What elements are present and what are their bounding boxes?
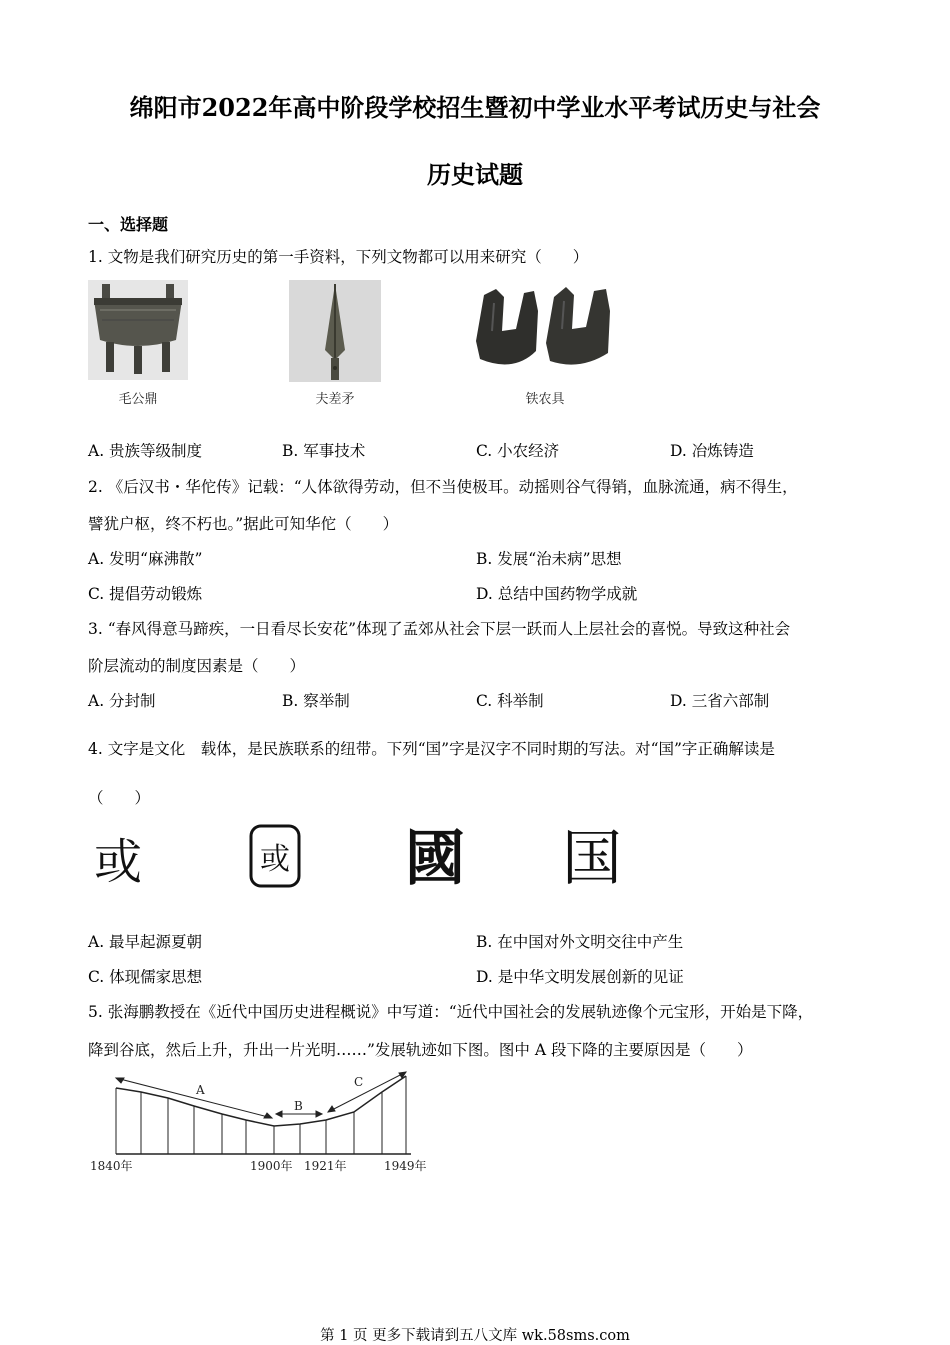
caption-fuchai-spear: 夫差矛 [315,392,355,407]
section-title: 一、选择题 [88,215,169,234]
q3-option-d[interactable]: D. 三省六部制 [670,692,770,710]
page-title: 绵阳市2022年高中阶段学校招生暨初中学业水平考试历史与社会 [129,93,821,122]
q4-option-c[interactable]: C. 体现儒家思想 [88,968,203,986]
svg-text:或: 或 [93,834,143,890]
q1-option-a[interactable]: A. 贵族等级制度 [88,442,203,460]
q1-option-b[interactable]: B. 军事技术 [282,442,366,460]
question-2-stem-line1: 2. 《后汉书・华佗传》记载：“人体欲得劳动，但不当使极耳。动摇则谷气得销，血脉流通，病不得生， [88,478,798,496]
q1-option-c[interactable]: C. 小农经济 [476,442,560,460]
guo-clerical-glyph [404,823,466,889]
page-subtitle: 历史试题 [427,160,523,189]
q2-option-a[interactable]: A. 发明“麻沸散” [88,550,203,568]
question-3-stem-line1: 3. “春风得意马蹄疾，一日看尽长安花”体现了孟郊从社会下层一跃而人上层社会的喜悦。导致这种社会 [88,620,791,638]
q4-option-d[interactable]: D. 是中华文明发展创新的见证 [476,968,684,986]
q2-option-b[interactable]: B. 发展“治未病”思想 [476,550,622,568]
q4-option-a[interactable]: A. 最早起源夏朝 [88,933,203,951]
q2-option-c[interactable]: C. 提倡劳动锻炼 [88,585,203,603]
fuchai-spear-image [289,280,381,382]
year-label-1840: 1840年 [90,1159,133,1173]
modern-china-trajectory-figure [86,1068,436,1176]
year-label-1949: 1949年 [384,1159,427,1173]
year-label-1900: 1900年 [250,1159,293,1173]
q4-option-b[interactable]: B. 在中国对外文明交往中产生 [476,933,684,951]
year-label-1921: 1921年 [304,1159,347,1173]
caption-maogong-ding: 毛公鼎 [118,392,158,407]
q3-option-c[interactable]: C. 科举制 [476,692,544,710]
svg-text:國: 國 [405,824,465,889]
segment-label-b: B [294,1099,303,1113]
segment-label-a: A [196,1083,205,1097]
q2-option-d[interactable]: D. 总结中国药物学成就 [476,585,638,603]
question-4-stem-line2: （ ） [88,789,151,807]
q1-option-d[interactable]: D. 冶炼铸造 [670,442,754,460]
svg-text:国: 国 [565,824,619,889]
question-4-stem-line1: 4. 文字是文化 载体，是民族联系的纽带。下列“国”字是汉字不同时期的写法。对“国”字正确解读是 [88,740,775,758]
segment-label-c: C [354,1075,364,1089]
guo-bronze-glyph [248,823,302,889]
guo-simplified-glyph [565,823,619,889]
page-footer: 第 1 页 更多下载请到五八文库 wk.58sms.com [320,1328,630,1344]
question-5-stem-line1: 5. 张海鹏教授在《近代中国历史进程概说》中写道：“近代中国社会的发展轨迹像个元宝形，开始是下降， [88,1003,814,1021]
maogong-ding-image [88,280,188,380]
q3-option-a[interactable]: A. 分封制 [88,692,156,710]
question-5-stem-line2: 降到谷底，然后上升，升出一片光明……”发展轨迹如下图。图中 A 段下降的主要原因是（ ） [88,1041,753,1059]
svg-text:或: 或 [260,842,290,877]
question-3-stem-line2: 阶层流动的制度因素是（ ） [88,657,306,675]
question-1-stem: 1. 文物是我们研究历史的第一手资料，下列文物都可以用来研究（ ） [88,248,589,266]
guo-oracle-glyph [92,828,144,890]
q3-option-b[interactable]: B. 察举制 [282,692,350,710]
caption-iron-farm-tools: 铁农具 [525,392,565,407]
question-2-stem-line2: 譬犹户枢，终不朽也。”据此可知华佗（ ） [88,515,399,533]
iron-farm-tools-image [474,281,616,376]
